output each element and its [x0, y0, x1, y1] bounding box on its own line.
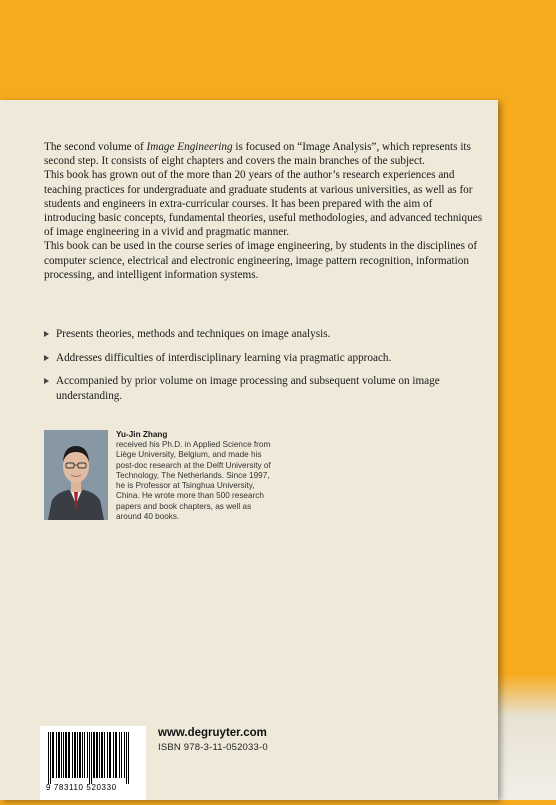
description-paragraph-1: The second volume of Image Engineering is focused on “Image Analysis”, which represents its second step. It consists of eight chapters and covers the main branches of the subject.: [44, 141, 471, 168]
barcode-bar: [63, 732, 64, 778]
triangle-bullet-icon: [44, 355, 49, 361]
barcode-bar: [89, 732, 90, 784]
barcode-bar: [50, 732, 51, 784]
barcode-bar: [104, 732, 105, 778]
author-name: Yu-Jin Zhang: [116, 430, 168, 439]
barcode-bar: [82, 732, 83, 778]
feature-item: Accompanied by prior volume on image processing and subsequent volume on image understanding.: [44, 374, 484, 402]
barcode-bar: [52, 732, 54, 778]
feature-item: Addresses difficulties of interdisciplinary learning via pragmatic approach.: [44, 351, 484, 365]
barcode-bar: [109, 732, 111, 778]
barcode-bar: [79, 732, 81, 778]
author-portrait-icon: [44, 430, 108, 520]
barcode-bar: [107, 732, 108, 778]
barcode-bar: [126, 732, 127, 784]
barcode-bar: [58, 732, 60, 778]
barcode-bar: [61, 732, 62, 778]
isbn-number: ISBN 978-3-11-052033-0: [158, 742, 268, 753]
barcode-bar: [48, 732, 49, 784]
description-paragraph-3: This book can be used in the course series of image engineering, by students in the disciplines of computer science, electrical and electronic engineering, image pattern recognition, information processing, and intelligent information systems.: [44, 240, 478, 281]
barcode-bar: [101, 732, 103, 778]
triangle-bullet-icon: [44, 331, 49, 337]
barcode-bar: [91, 732, 92, 784]
barcode-bar: [68, 732, 70, 778]
barcode-bar: [74, 732, 76, 778]
feature-item: Presents theories, methods and techniques on image analysis.: [44, 327, 484, 341]
author-bio: received his Ph.D. in Applied Science from Liège University, Belgium, and made his post-doc research at the Delft University of Technology, The Netherlands. Since 1997, he is Professor at Tsinghua University, China. He wrote more than 500 research papers and book chapters, as well as around 40 books.: [116, 440, 271, 522]
feature-list: [44, 327, 484, 413]
barcode-bar: [77, 732, 78, 778]
barcode-digits: 9 783110 520330: [46, 783, 117, 792]
barcode-bar: [124, 732, 125, 778]
barcode-bar: [84, 732, 85, 778]
barcode-bar: [93, 732, 95, 778]
barcode-bar: [128, 732, 129, 784]
barcode-bar: [56, 732, 57, 778]
barcode-bar: [72, 732, 73, 778]
description-paragraph-2: This book has grown out of the more than 20 years of the author’s research experiences and teaching practices for undergraduate and graduate students at various universities, as well as for students and engineers in extra-curricular courses. It has been prepared with the aim of introducing basic concepts, fundamental theories, useful methodologies, and advanced techniques of image engineering in a vivid and pragmatic manner.: [44, 169, 483, 239]
barcode-bar: [119, 732, 120, 778]
barcode-bar: [113, 732, 114, 778]
barcode-bar: [99, 732, 100, 778]
triangle-bullet-icon: [44, 378, 49, 384]
cover-background-shadow: [498, 100, 556, 800]
publisher-url: www.degruyter.com: [158, 727, 267, 739]
barcode-bar: [121, 732, 122, 778]
book-description: [44, 140, 484, 282]
book-title-italic: Image Engineering: [146, 141, 233, 153]
barcode-bar: [65, 732, 67, 778]
barcode-bar: [87, 732, 88, 778]
barcode-bar: [96, 732, 98, 778]
barcode-bar: [115, 732, 117, 778]
author-photo: [44, 430, 108, 520]
